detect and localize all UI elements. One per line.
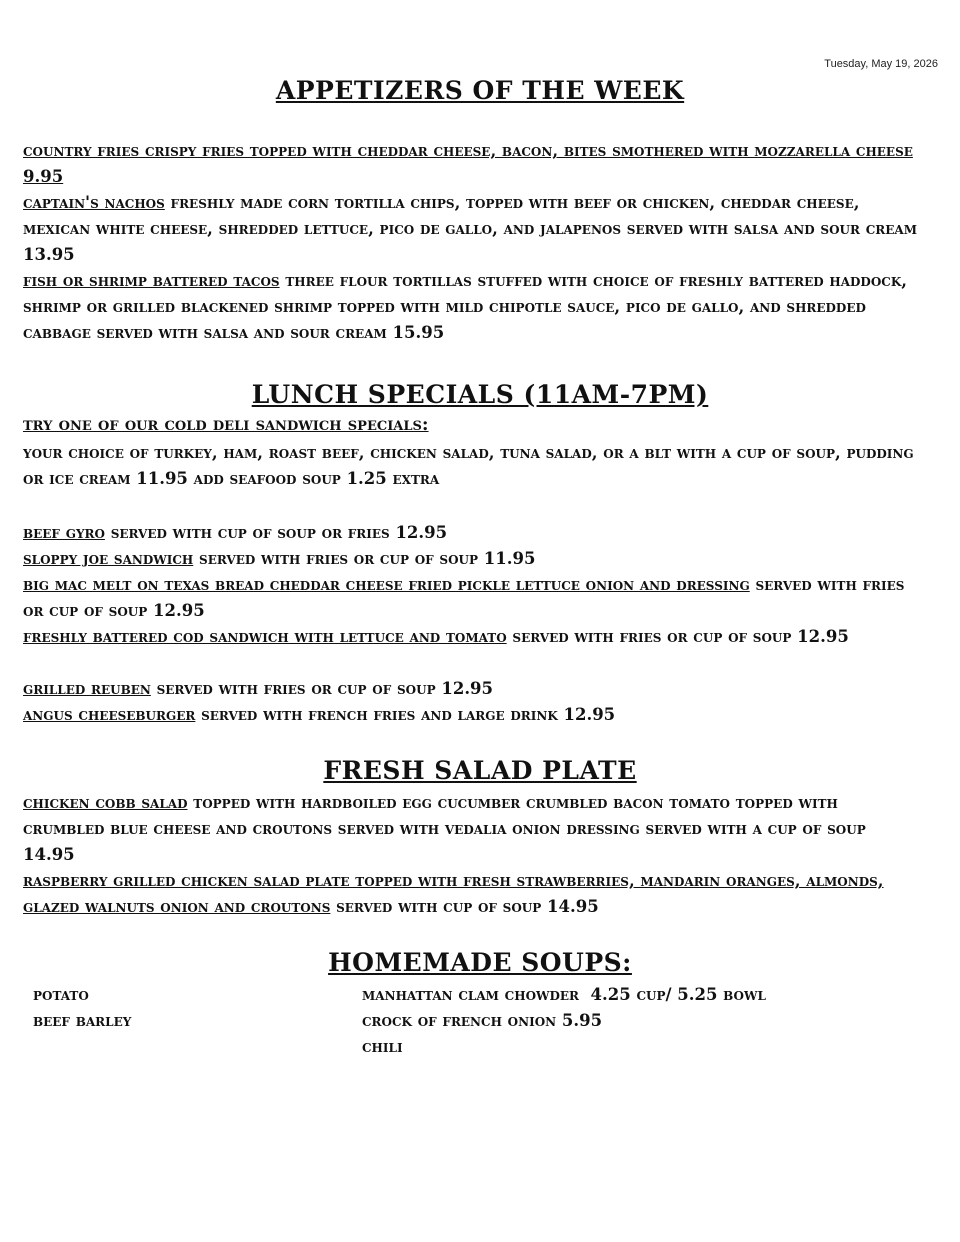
lunch-item-name: beef gyro: [23, 523, 105, 542]
salad-item-name: raspberry grilled chicken salad plate topped with fresh strawberries, mandarin oranges, almonds, glazed walnuts onion and croutons: [23, 871, 884, 916]
soup-right-1: manhattan clam chowder 4.25 cup/ 5.25 bowl: [362, 985, 766, 1004]
salad-item-name: chicken cobb salad: [23, 793, 188, 812]
lunch-item-name: sloppy joe sandwich: [23, 549, 194, 568]
salad-item-desc: topped with hardboiled egg cucumber crumbled bacon tomato topped with crumbled blue cheese and croutons served with vedalia onion dressing served with a cup of soup 14.95: [23, 793, 866, 864]
lunch-item-desc: served with fries or cup of soup 11.95: [193, 549, 536, 568]
lunch-specials-title: LUNCH SPECIALS (11AM-7PM): [251, 380, 709, 409]
appetizer-name: country fries crispy fries topped with cheddar cheese, bacon, bites smothered with mozzarella cheese 9.95: [23, 141, 913, 186]
appetizer-item-tacos: [23, 268, 918, 346]
soup-left-2: beef barley: [33, 1011, 132, 1030]
lunch-item-cod-sandwich: [23, 624, 918, 650]
appetizer-desc: three flour tortillas stuffed with choice of freshly battered haddock, shrimp or grilled blackened shrimp topped with mild chipotle sauce, pico de gallo, and shredded cabbage served with salsa and sour cream 15.95: [23, 271, 908, 342]
lunch-item-desc: served with fries or cup of soup 12.95: [23, 575, 905, 620]
lunch-item-cheeseburger: [23, 702, 918, 728]
date-stamp: Tuesday, May 19, 2026: [824, 58, 938, 70]
soup-right-3: chili: [362, 1037, 403, 1056]
lunch-item-desc: served with cup of soup or fries 12.95: [104, 523, 448, 542]
appetizers-title: APPETIZERS OF THE WEEK: [275, 76, 685, 105]
lunch-item-desc: served with fries or cup of soup 12.95: [506, 627, 849, 646]
lunch-item-name: big mac melt on texas bread cheddar cheese fried pickle lettuce onion and dressing: [23, 575, 750, 594]
appetizer-item-nachos: [23, 190, 918, 268]
deli-description: your choice of turkey, ham, roast beef, chicken salad, tuna salad, or a blt with a cup of soup, pudding or ice cream 11.95 add seafood soup 1.25 extra: [23, 443, 914, 488]
salad-item-cobb: [23, 790, 918, 868]
lunch-item-gyro: [23, 520, 918, 546]
salad-item-raspberry: [23, 868, 918, 920]
lunch-item-big-mac-melt: [23, 572, 918, 624]
appetizer-name: fish or shrimp battered tacos: [23, 271, 280, 290]
salad-title: FRESH SALAD PLATE: [323, 756, 637, 785]
lunch-item-reuben: [23, 676, 918, 702]
appetizer-desc: freshly made corn tortilla chips, topped with beef or chicken, cheddar cheese, mexican white cheese, shredded lettuce, pico de gallo, and jalapenos served with salsa and sour cream 13.95: [23, 193, 917, 264]
soups-title: HOMEMADE SOUPS:: [328, 948, 632, 977]
deli-heading: try one of our cold deli sandwich specials:: [23, 414, 429, 435]
salad-item-desc: served with cup of soup 14.95: [330, 897, 599, 916]
appetizer-item-country-fries: [23, 138, 918, 190]
lunch-item-name: angus cheeseburger: [23, 705, 196, 724]
soup-left-1: potato: [33, 985, 89, 1004]
lunch-item-desc: served with french fries and large drink 12.95: [195, 705, 616, 724]
lunch-item-sloppy-joe: [23, 546, 918, 572]
lunch-item-name: grilled reuben: [23, 679, 151, 698]
lunch-item-desc: served with fries or cup of soup 12.95: [150, 679, 494, 698]
soup-right-2: crock of french onion 5.95: [362, 1011, 603, 1030]
appetizer-name: captain's nachos: [23, 193, 165, 212]
lunch-item-name: freshly battered cod sandwich with lettuce and tomato: [23, 627, 507, 646]
